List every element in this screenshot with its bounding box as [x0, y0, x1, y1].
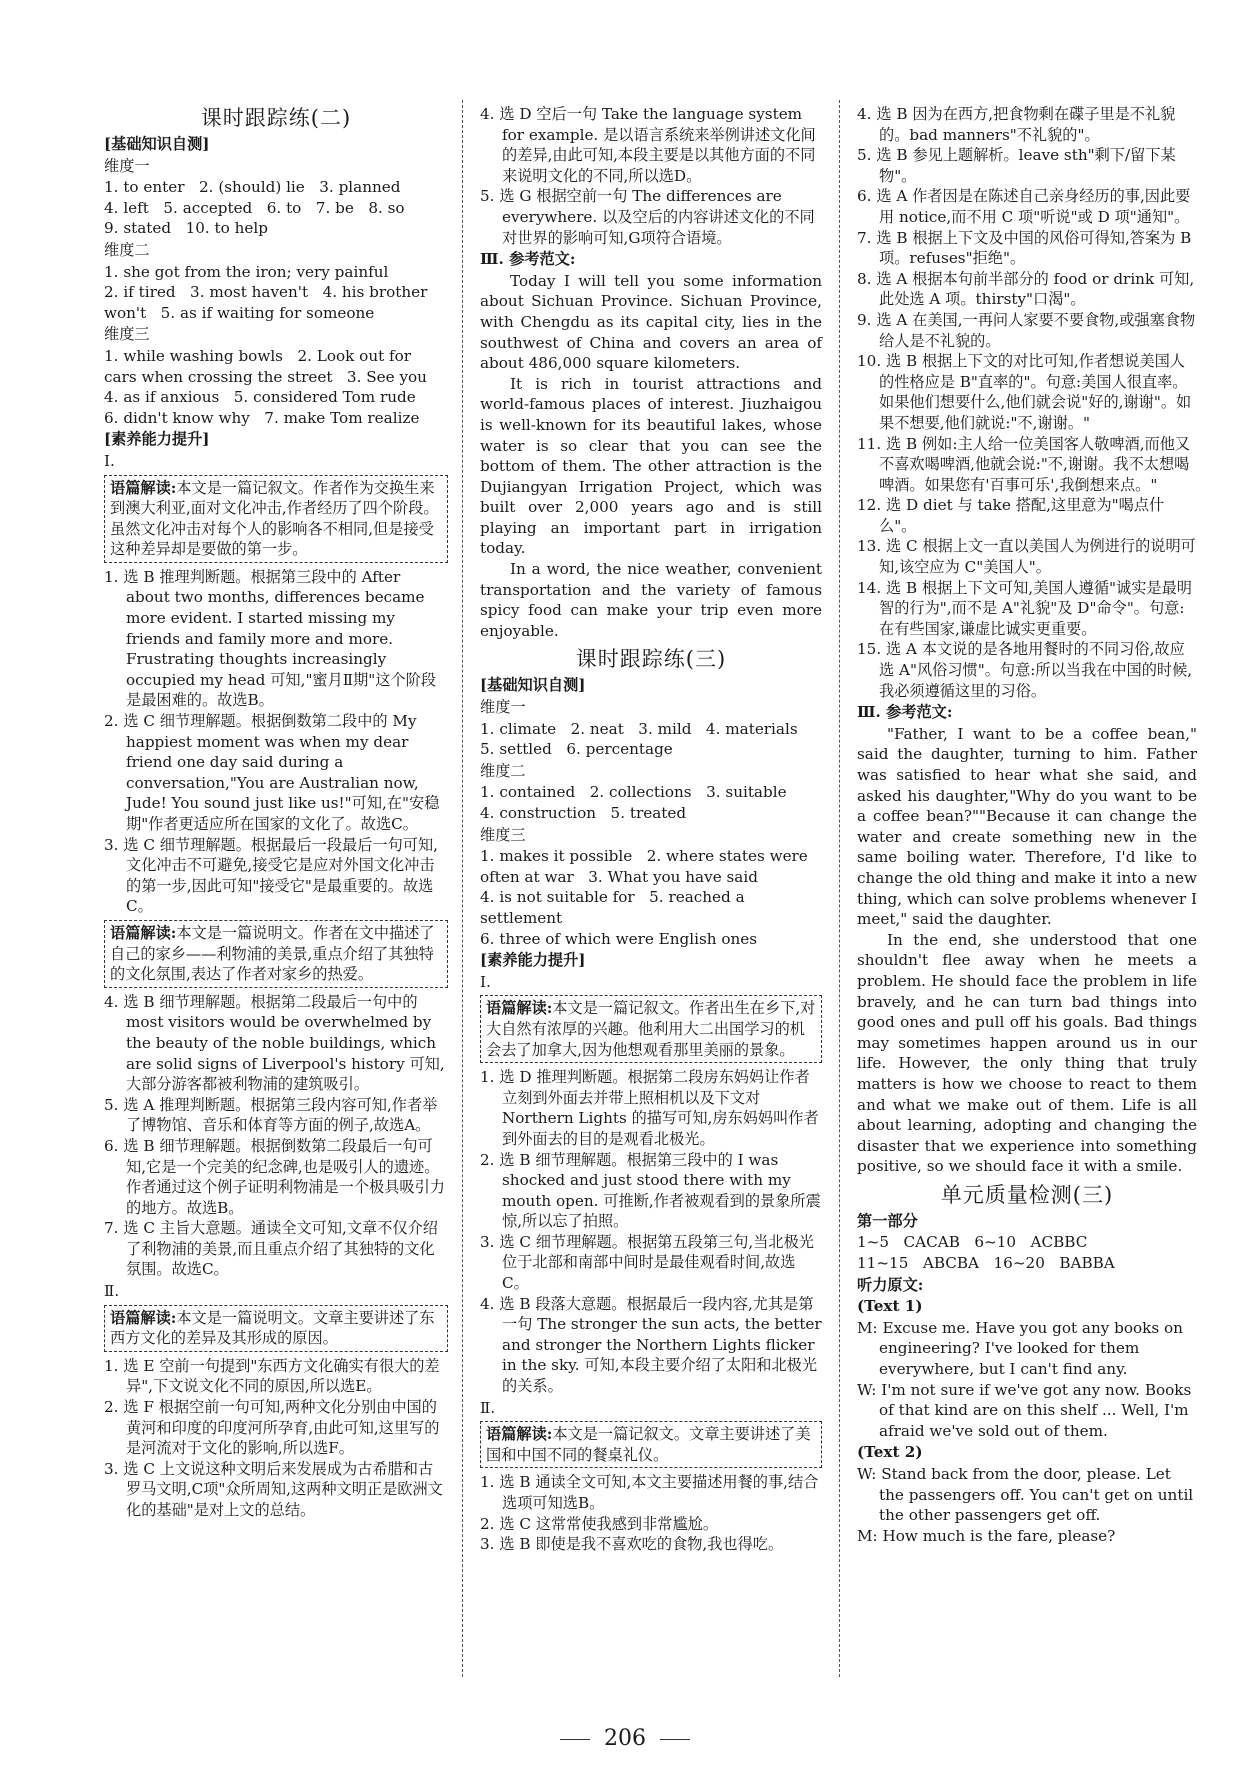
page-number-text: 206 — [604, 1726, 646, 1751]
answer-item: 15. 选 A 本文说的是各地用餐时的不同习俗,故应选 A"风俗习惯"。句意:所以当我在中国的时候,我必须遵循这里的习俗。 — [857, 640, 1193, 700]
answer-item: 12. 选 D diet 与 take 搭配,这里意为"喝点什么"。 — [857, 496, 1165, 535]
part-1-label: Ⅰ. — [104, 451, 115, 470]
basic-knowledge-heading: [基础知识自测] — [480, 676, 586, 695]
dimension-2-heading: 维度二 — [480, 761, 526, 780]
dimension-3-heading: 维度三 — [104, 325, 150, 344]
page-number — [0, 1726, 1250, 1751]
answer-item: 4. 选 D 空后一句 Take the language system for example. 是以语言系统来举例讲述文化间的差异,由此可知,本段主要是以其他方面的不同来说明文化的不同,所以选D。 — [480, 105, 816, 185]
answer-item: 2. 选 F 根据空前一句可知,两种文化分别由中国的黄河和印度的印度河所孕育,由此可知,这里写的是河流对于文化的影响,所以选F。 — [104, 1398, 440, 1458]
essay-paragraph: Today I will tell you some information about Sichuan Province. Sichuan Province, with Chengdu as its capital city, lies in the southwest of China and covers an area of about 486,000 square kilometers. — [480, 271, 822, 373]
answer-line: 4. as if anxious 5. considered Tom rude — [104, 388, 416, 407]
answer-item: 2. 选 C 这常常使我感到非常尴尬。 — [480, 1514, 719, 1533]
passage-analysis-box — [480, 995, 822, 1063]
part-2-label: Ⅱ. — [104, 1282, 120, 1301]
answer-line: 1. while washing bowls 2. Look out for — [104, 346, 412, 365]
passage-analysis-box — [480, 1421, 822, 1468]
answer-item: 1. 选 E 空前一句提到"东西方文化确实有很大的差异",下文说文化不同的原因,所以选E。 — [104, 1356, 440, 1396]
unit-test-title: 单元质量检测(三) — [940, 1182, 1114, 1207]
essay-paragraph: In a word, the nice weather, convenient transportation and the variety of famous spicy food can make your trip even more enjoyable. — [480, 560, 822, 640]
answer-item: 10. 选 B 根据上下文的对比可知,作者想说美国人的性格应是 B"直率的"。句意:美国人很直率。如果他们想要什么,他们就会说"好的,谢谢"。如果不想要,他们就说:"不,谢谢。" — [857, 352, 1192, 432]
answer-line: 1. makes it possible 2. where states were — [480, 847, 808, 866]
answer-line: often at war 3. What you have said — [480, 867, 758, 886]
answer-item: 4. 选 B 段落大意题。根据最后一段内容,尤其是第一句 The stronger the sun acts, the better and stronger the Northern Lights flicker in the sky. 可知,本段主要介绍了太阳和北极光的关系。 — [480, 1294, 822, 1396]
text-1-label: (Text 1) — [857, 1297, 923, 1316]
dialogue-line: M: How much is the fare, please? — [857, 1526, 1116, 1545]
essay-paragraph: In the end, she understood that one shouldn't flee away when he meets a problem. He should face the problem in life bravely, and he can turn bad things into good ones and pull off his goals. Bad things may sometimes happen around us in our life. However, the only thing that truly matters is how we choose to react to them and what we make out of them. Life is all about learning, adopting and changing the disaster that we experience into something positive, so we should face it with a smile. — [857, 930, 1197, 1176]
box-label: 语篇解读: — [110, 1308, 177, 1327]
answer-line: won't 5. as if waiting for someone — [104, 303, 375, 322]
column-divider-left — [462, 100, 463, 1677]
dialogue-line: W: I'm not sure if we've got any now. Books of that kind are on this shelf ... Well, I'm afraid we've sold out of them. — [857, 1380, 1192, 1440]
answer-item: 13. 选 C 根据上文一直以美国人为例进行的说明可知,该空应为 C"美国人"。 — [857, 537, 1196, 577]
box-label: 语篇解读: — [110, 478, 177, 497]
ability-heading: [素养能力提升] — [480, 951, 586, 970]
answer-item: 5. 选 B 参见上题解析。leave sth"剩下/留下某物"。 — [857, 146, 1176, 185]
dimension-2-heading: 维度二 — [104, 240, 150, 259]
passage-analysis-box — [104, 920, 448, 988]
answer-item: 14. 选 B 根据上下文可知,美国人遵循"诚实是最明智的行为",而不是 A"礼貌"及 D"命令"。句意:在有些国家,谦虚比诚实更重要。 — [857, 578, 1192, 638]
answer-line: 1. she got from the iron; very painful — [104, 262, 389, 281]
answer-item: 5. 选 A 推理判断题。根据第三段内容可知,作者举了博物馆、音乐和体育等方面的例子,故选A。 — [104, 1095, 438, 1135]
part-1-label: Ⅰ. — [480, 972, 491, 991]
answer-item: 8. 选 A 根据本句前半部分的 food or drink 可知,此处选 A 项。thirsty"口渴"。 — [857, 269, 1195, 309]
answer-key-line: 11~15 ABCBA 16~20 BABBA — [857, 1254, 1115, 1273]
answer-item: 4. 选 B 细节理解题。根据第二段最后一句中的 most visitors would be overwhelmed by the beauty of the noble buildings, which are solid signs of Liverpool's history 可知,大部分游客都被利物浦的建筑吸引。 — [104, 992, 445, 1094]
answer-line: cars when crossing the street 3. See you — [104, 367, 427, 386]
answer-item: 1. 选 D 推理判断题。根据第二段房东妈妈让作者立刻到外面去并带上照相机以及下文对 Northern Lights 的描写可知,房东妈妈叫作者到外面去的目的是观看北极光。 — [480, 1068, 819, 1148]
dimension-3-heading: 维度三 — [480, 825, 526, 844]
answer-item: 3. 选 B 即使是我不喜欢吃的食物,我也得吃。 — [480, 1535, 784, 1554]
text-2-label: (Text 2) — [857, 1443, 923, 1462]
box-text: 本文是一篇记叙文。文章主要讲述了美国和中国不同的餐桌礼仪。 — [486, 1425, 811, 1464]
part-one-heading: 第一部分 — [857, 1211, 918, 1230]
answer-item: 5. 选 G 根据空前一句 The differences are everywhere. 以及空后的内容讲述文化的不同对世界的影响可知,G项符合语境。 — [480, 187, 815, 247]
answer-item: 6. 选 B 细节理解题。根据倒数第二段最后一句可知,它是一个完美的纪念碑,也是吸引人的遗迹。作者通过这个例子证明利物浦是一个极具吸引力的地方。故选B。 — [104, 1136, 445, 1217]
answer-line: 1. to enter 2. (should) lie 3. planned — [104, 178, 401, 197]
answer-item: 2. 选 B 细节理解题。根据第三段中的 I was shocked and just stood there with my mouth open. 可推断,作者被观看到的景象所震惊,所以忘了拍照。 — [480, 1150, 821, 1231]
answer-line: 9. stated 10. to help — [104, 219, 268, 238]
answer-line: 4. is not suitable for 5. reached a settlement — [480, 888, 750, 927]
column-right — [857, 104, 1197, 1546]
essay-paragraph: "Father, I want to be a coffee bean," said the daughter, turning to him. Father was satisfied to hear what she said, and asked his daughter,"Why do you want to be a coffee bean?""Because it can change the water and create something new in the same boiling water. Therefore, I'd like to change the old thing and make it into a new thing, which can solve problems whenever I meet," said the daughter. — [857, 724, 1197, 929]
box-text: 本文是一篇记叙文。作者作为交换生来到澳大利亚,面对文化冲击,作者经历了四个阶段。虽然文化冲击对每个人的影响各不相同,但是接受这种差异却是要做的第一步。 — [110, 478, 439, 559]
answer-line: 1. climate 2. neat 3. mild 4. materials — [480, 719, 798, 738]
passage-analysis-box — [104, 1305, 448, 1352]
answer-item: 3. 选 C 细节理解题。根据第五段第三句,当北极光位于北部和南部中间时是最佳观看时间,故选C。 — [480, 1232, 814, 1293]
basic-knowledge-heading: [基础知识自测] — [104, 135, 210, 153]
answer-line: 4. left 5. accepted 6. to 7. be 8. so — [104, 198, 405, 217]
answer-item: 2. 选 C 细节理解题。根据倒数第二段中的 My happiest moment was when my dear friend one day said during a conversation,"You are Australian now, Jude! You sound just like us!"可知,在"安稳期"作者更适应所在国家的文化了。故选C。 — [104, 712, 440, 833]
essay-label: Ⅲ. 参考范文: — [857, 703, 953, 722]
answer-line: 2. if tired 3. most haven't 4. his brother — [104, 283, 428, 302]
answer-item: 4. 选 B 因为在西方,把食物剩在碟子里是不礼貌的。bad manners"不礼貌的"。 — [857, 105, 1176, 144]
ability-heading: [素养能力提升] — [104, 430, 210, 449]
dialogue-line: W: Stand back from the door, please. Let the passengers off. You can't get on until the other passengers get off. — [857, 1465, 1194, 1525]
box-text: 本文是一篇说明文。文章主要讲述了东西方文化的差异及其形成的原因。 — [110, 1308, 435, 1348]
column-divider-right — [839, 100, 840, 1677]
answer-line: 6. didn't know why 7. make Tom realize — [104, 408, 420, 427]
section-title-2: 课时跟踪练(二) — [200, 106, 352, 130]
listening-heading: 听力原文: — [857, 1275, 924, 1294]
dimension-1-heading: 维度一 — [104, 156, 150, 175]
answer-line: 1. contained 2. collections 3. suitable — [480, 783, 787, 802]
answer-item: 11. 选 B 例如:主人给一位美国客人敬啤酒,而他又不喜欢喝啤酒,他就会说:"不,谢谢。我不太想喝啤酒。如果您有'百事可乐',我倒想来点。" — [857, 434, 1191, 494]
answer-item: 6. 选 A 作者因是在陈述自己亲身经历的事,因此要用 notice,而不用 C 项"听说"或 D 项"通知"。 — [857, 187, 1191, 226]
answer-item: 3. 选 C 细节理解题。根据最后一段最后一句可知,文化冲击不可避免,接受它是应对外国文化冲击的第一步,因此可知"接受它"是最重要的。故选C。 — [104, 835, 438, 916]
dimension-1-heading: 维度一 — [480, 698, 526, 717]
box-label: 语篇解读: — [486, 1425, 553, 1444]
box-text: 本文是一篇记叙文。作者出生在乡下,对大自然有浓厚的兴趣。他利用大二出国学习的机会去了加拿大,因为他想观看那里美丽的景象。 — [486, 999, 816, 1059]
page-number-dash-left — [560, 1739, 590, 1740]
column-left — [104, 104, 448, 1521]
box-text: 本文是一篇说明文。作者在文中描述了自己的家乡——利物浦的美景,重点介绍了其独特的文化氛围,表达了作者对家乡的热爱。 — [110, 923, 435, 984]
answer-item: 1. 选 B 通读全文可知,本文主要描述用餐的事,结合选项可知选B。 — [480, 1473, 819, 1512]
answer-key-line: 1~5 CACAB 6~10 ACBBC — [857, 1233, 1088, 1252]
column-middle — [480, 104, 822, 1555]
dialogue-line: M: Excuse me. Have you got any books on engineering? I've looked for them everywhere, but I can't find any. — [857, 1318, 1183, 1379]
box-label: 语篇解读: — [486, 999, 553, 1018]
answer-line: 6. three of which were English ones — [480, 929, 758, 948]
passage-analysis-box — [104, 475, 448, 563]
answer-item: 7. 选 C 主旨大意题。通读全文可知,文章不仅介绍了利物浦的美景,而且重点介绍了其独特的文化氛围。故选C。 — [104, 1219, 438, 1279]
answer-line: 4. construction 5. treated — [480, 804, 687, 822]
answer-item: 9. 选 A 在美国,一再问人家要不要食物,或强塞食物给人是不礼貌的。 — [857, 310, 1196, 350]
answer-item: 3. 选 C 上文说这种文明后来发展成为古希腊和古罗马文明,C项"众所周知,这两种文明正是欧洲文化的基础"是对上文的总结。 — [104, 1459, 443, 1519]
essay-paragraph: It is rich in tourist attractions and world-famous places of interest. Jiuzhaigou is well-known for its beautiful lakes, whose water is so clear that you can see the bottom of them. The other attraction is the Dujiangyan Irrigation Project, which was built over 2,000 years ago and is still playing an important part in irrigation today. — [480, 374, 822, 558]
answer-item: 1. 选 B 推理判断题。根据第三段中的 After about two months, differences became more evident. I started missing my friends and family more and more. Frustrating thoughts increasingly occupied my head 可知,"蜜月Ⅱ期"这个阶段是最困难的。故选B。 — [104, 567, 437, 710]
answer-line: 5. settled 6. percentage — [480, 740, 673, 759]
essay-label: Ⅲ. 参考范文: — [480, 250, 576, 269]
page-number-dash-right — [660, 1739, 690, 1740]
answer-item: 7. 选 B 根据上下文及中国的风俗可得知,答案为 B 项。refuses"拒绝"。 — [857, 228, 1192, 268]
section-title-3: 课时跟踪练(三) — [575, 647, 727, 672]
part-2-label: Ⅱ. — [480, 1398, 496, 1417]
box-label: 语篇解读: — [110, 923, 177, 942]
